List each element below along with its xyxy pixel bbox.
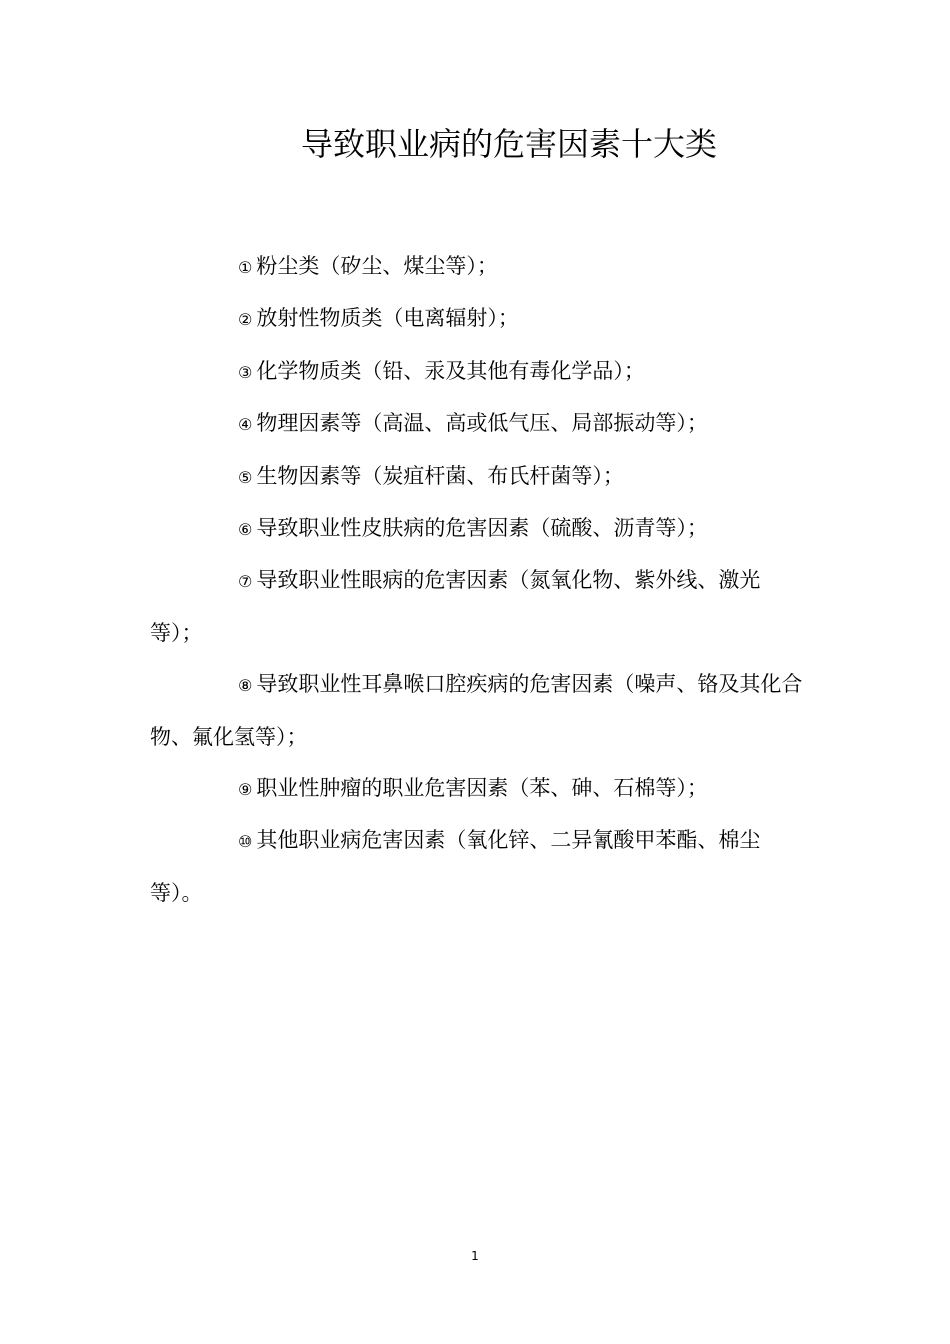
item-text: 导致职业性眼病的危害因素（氮氧化物、紫外线、激光等）； xyxy=(150,568,761,645)
item-number: ⑨ xyxy=(238,780,253,800)
item-number: ⑥ xyxy=(238,520,253,540)
list-item xyxy=(150,398,810,450)
list-item xyxy=(150,451,810,503)
item-text: 职业性肿瘤的职业危害因素（苯、砷、石棉等）； xyxy=(256,776,708,801)
item-number: ① xyxy=(238,258,253,277)
item-number: ⑤ xyxy=(238,467,253,487)
hazard-list xyxy=(150,241,810,919)
item-number: ⑩ xyxy=(238,832,253,852)
list-item xyxy=(150,241,810,293)
item-number: ② xyxy=(238,310,253,330)
list-item xyxy=(150,659,810,763)
list-item xyxy=(150,293,810,345)
item-text: 物理因素等（高温、高或低气压、局部振动等）； xyxy=(256,411,708,436)
list-item xyxy=(150,503,810,555)
list-item xyxy=(150,815,810,919)
item-text: 其他职业病危害因素（氧化锌、二异氰酸甲苯酯、棉尘等）。 xyxy=(150,828,761,905)
item-text: 粉尘类（矽尘、煤尘等）； xyxy=(256,254,498,278)
item-text: 导致职业性皮肤病的危害因素（硫酸、沥青等）； xyxy=(256,516,708,541)
list-item xyxy=(150,555,810,659)
page-number: 1 xyxy=(471,1249,479,1263)
list-item xyxy=(150,763,810,815)
item-text: 化学物质类（铅、汞及其他有毒化学品）； xyxy=(256,358,645,383)
list-item xyxy=(150,346,810,398)
item-number: ④ xyxy=(238,415,253,435)
document-title: 导致职业病的危害因素十大类 xyxy=(300,125,717,163)
item-text: 生物因素等（炭疽杆菌、布氏杆菌等）； xyxy=(256,463,624,488)
item-text: 导致职业性耳鼻喉口腔疾病的危害因素（噪声、铬及其化合物、氟化氢等）； xyxy=(150,672,803,749)
item-number: ③ xyxy=(238,362,253,382)
item-number: ⑦ xyxy=(238,572,253,592)
item-text: 放射性物质类（电离辐射）； xyxy=(256,306,519,331)
item-number: ⑧ xyxy=(238,676,253,696)
